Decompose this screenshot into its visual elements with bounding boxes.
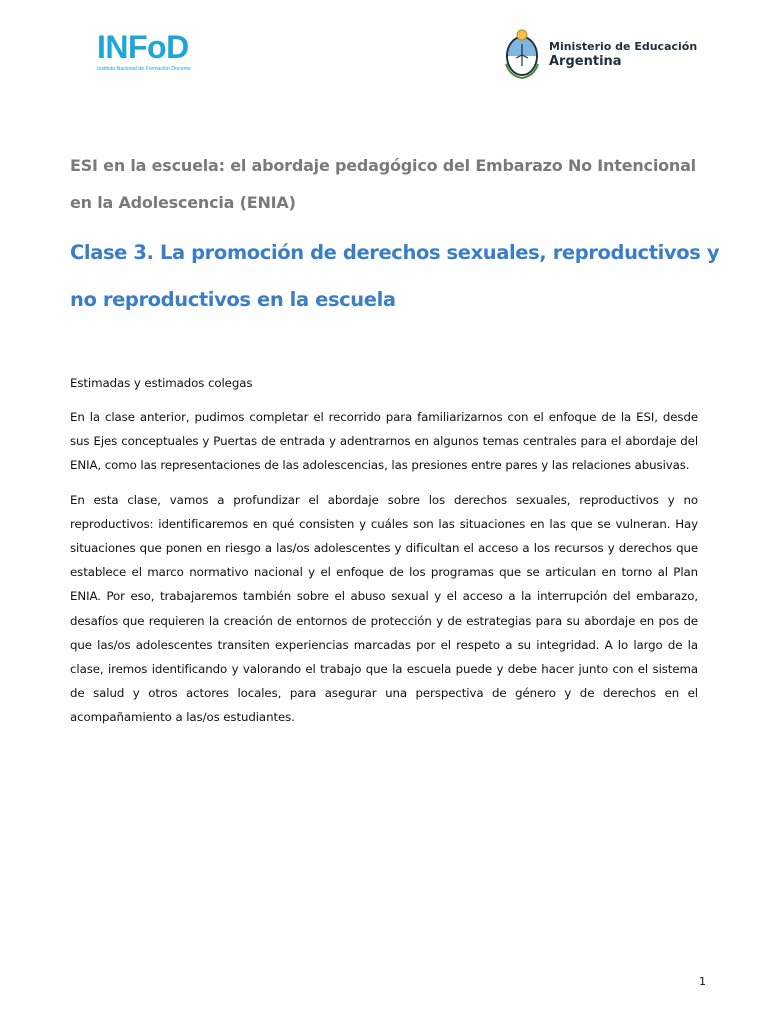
paragraph-1: En la clase anterior, pudimos completar el recorrido para familiarizarnos con el enfoque de la ESI, desde sus Ejes conceptuales y Puertas de entrada y adentrarnos en algunos temas centrales para el abordaje del ENIA, como las representaciones de las adolescencias, las presiones entre pares y las relaciones abusivas. [70, 410, 698, 473]
infod-logo-text: INFoD [97, 29, 189, 65]
infod-logo [97, 30, 227, 78]
body-text [70, 371, 698, 730]
infod-logo-subtitle: Instituto Nacional de Formación Docente [97, 66, 191, 72]
course-title: ESI en la escuela: el abordaje pedagógico del Embarazo No Intencional en la Adolescencia (ENIA) [70, 156, 696, 212]
page-number: 1 [699, 975, 706, 988]
ministry-name: Ministerio de Educación [549, 40, 698, 53]
class-title: Clase 3. La promoción de derechos sexuales, reproductivos y no reproductivos en la escuela [70, 241, 720, 311]
ministry-logo [502, 28, 698, 80]
argentina-coat-of-arms-icon [502, 28, 542, 80]
paragraph-2: En esta clase, vamos a profundizar el abordaje sobre los derechos sexuales, reproductivos y no reproductivos: identificaremos en qué consisten y cuáles son las situaciones en las que se vulneran. Hay situaciones que ponen en riesgo a las/os adolescentes y dificultan el acceso a los recursos y derechos que establece el marco normativo nacional y el enfoque de los programas que se articulan en torno al Plan ENIA. Por eso, trabajaremos también sobre el abuso sexual y el acceso a la interrupción del embarazo, desafíos que requieren la creación de entornos de protección y de estrategias para su abordaje en pos de que las/os adolescentes transiten experiencias marcadas por el respeto a su integridad. A lo largo de la clase, iremos identificando y valorando el trabajo que la escuela puede y debe hacer junto con el sistema de salud y otros actores locales, para asegurar una perspectiva de género y de derechos en el acompañamiento a las/os estudiantes. [70, 492, 698, 725]
ministry-country: Argentina [549, 54, 622, 69]
greeting: Estimadas y estimados colegas [70, 376, 253, 390]
